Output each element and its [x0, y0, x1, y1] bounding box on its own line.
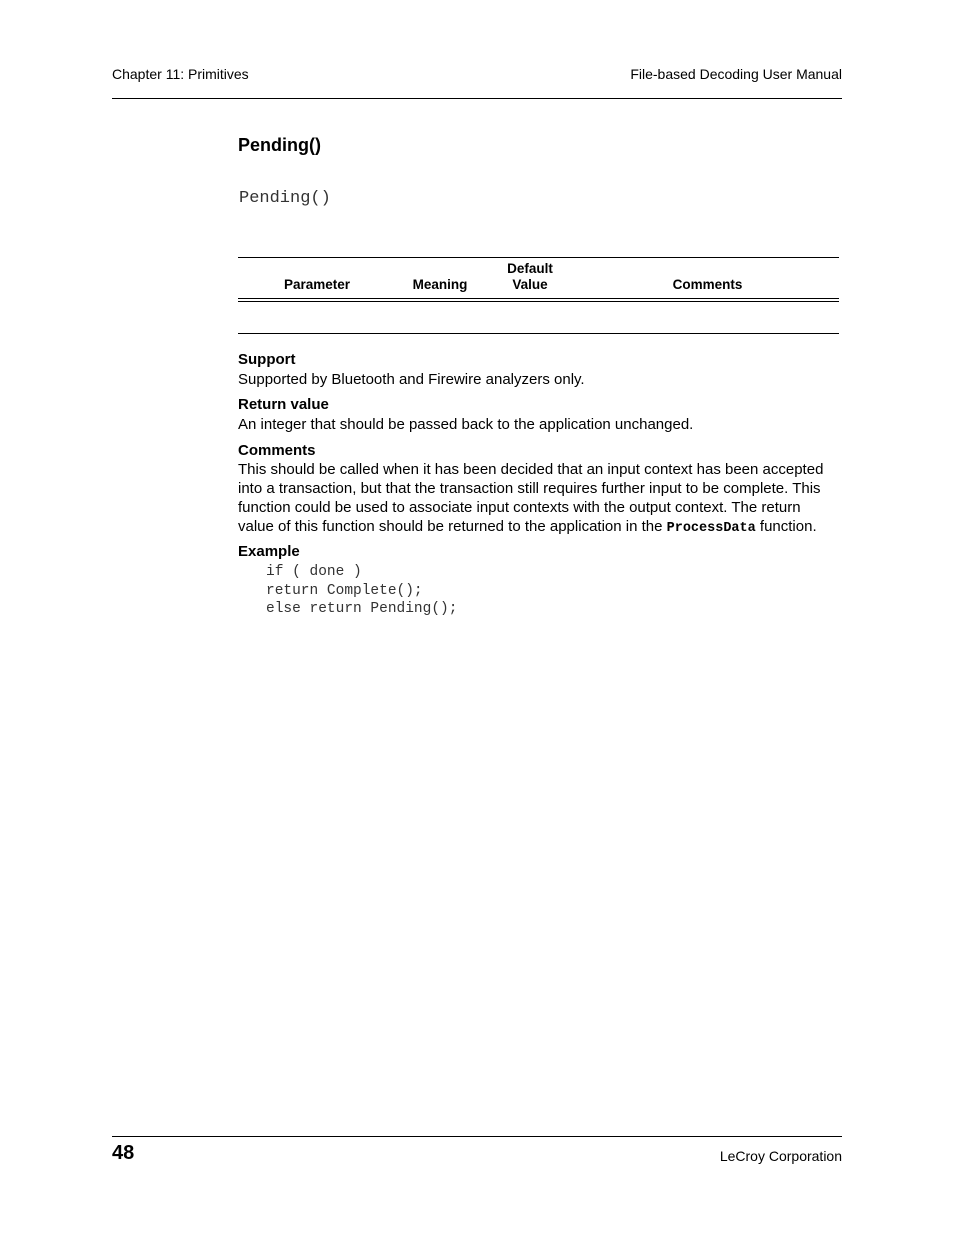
support-heading: Support: [238, 351, 296, 368]
example-heading: Example: [238, 543, 300, 560]
function-signature: Pending(): [239, 189, 331, 208]
comments-line-4: [238, 517, 848, 538]
section-title: Pending(): [238, 135, 321, 155]
comments-line-3: function could be used to associate input contexts with the output context. The return: [238, 499, 801, 516]
col-default-line1: Default: [507, 261, 553, 276]
col-default-value: [484, 257, 576, 293]
table-bottom-rule: [238, 333, 839, 334]
col-parameter: Parameter: [283, 277, 351, 292]
return-value-heading: Return value: [238, 396, 329, 413]
return-value-text: An integer that should be passed back to the application unchanged.: [238, 416, 694, 433]
comments-line-4-start: value of this function should be returned to the application in the: [238, 518, 667, 535]
comments-line-2: into a transaction, but that the transaction still requires further input to be complete. This: [238, 480, 821, 497]
code-line: if ( done ): [266, 564, 362, 580]
comments-heading: Comments: [238, 442, 316, 459]
code-line: else return Pending();: [266, 601, 458, 617]
header-rule: [112, 98, 842, 99]
header-manual-title: File-based Decoding User Manual: [630, 66, 842, 82]
comments-line-1: This should be called when it has been decided that an input context has been accepted: [238, 461, 824, 478]
parameter-table: [238, 257, 839, 293]
comments-line-4-end: function.: [755, 518, 817, 535]
page-number: 48: [112, 1142, 135, 1164]
table-header-rule-2: [238, 301, 839, 302]
footer-company: LeCroy Corporation: [719, 1148, 842, 1164]
process-data-code: ProcessData: [666, 521, 756, 536]
col-default-line2: Value: [512, 277, 548, 292]
footer-rule: [112, 1136, 842, 1137]
col-meaning: Meaning: [412, 277, 468, 292]
header-chapter: Chapter 11: Primitives: [112, 66, 249, 82]
col-comments: Comments: [672, 277, 743, 292]
example-code-block: [266, 563, 457, 619]
code-line: return Complete();: [266, 582, 423, 599]
table-header-rule-1: [238, 298, 839, 299]
comments-text: [238, 460, 848, 538]
support-text: Supported by Bluetooth and Firewire analyzers only.: [238, 371, 585, 388]
